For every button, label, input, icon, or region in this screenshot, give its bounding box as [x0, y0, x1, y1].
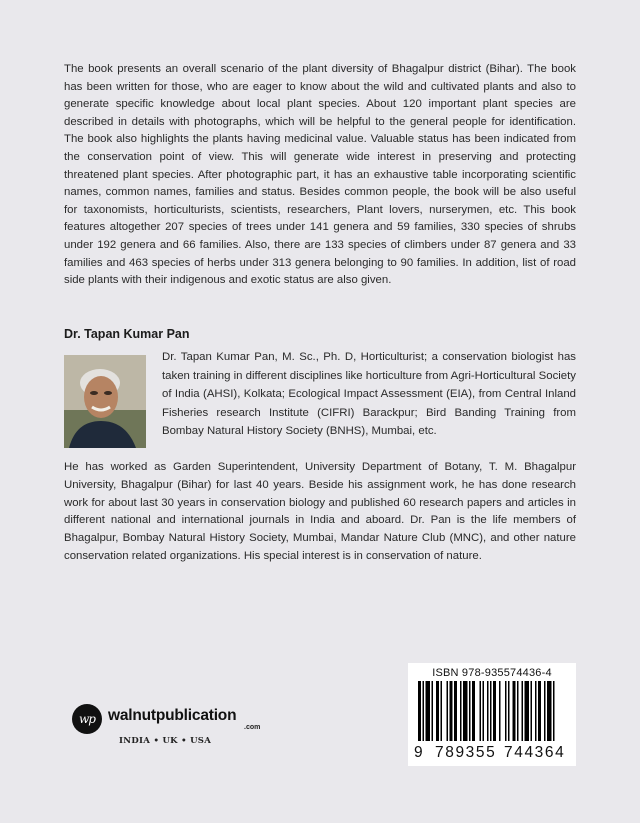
barcode-bar: [508, 681, 510, 741]
isbn-barcode: [408, 663, 576, 766]
barcode-bar: [553, 681, 555, 741]
barcode-bar: [472, 681, 475, 741]
author-photo: [64, 355, 146, 448]
publisher-domain: .com: [244, 724, 261, 731]
barcode-bar: [544, 681, 546, 741]
barcode-bar: [505, 681, 507, 741]
barcode-bar: [513, 681, 516, 741]
barcode-bar: [454, 681, 457, 741]
barcode-bar: [499, 681, 501, 741]
barcode-bar: [463, 681, 468, 741]
barcode-bars: [414, 681, 570, 745]
barcode-digit-group-2: 744364: [504, 744, 566, 761]
barcode-bar: [490, 681, 492, 741]
barcode-bar: [525, 681, 530, 741]
author-name: Dr. Tapan Kumar Pan: [64, 327, 190, 341]
barcode-bar: [423, 681, 425, 741]
author-bio: Dr. Tapan Kumar Pan, M. Sc., Ph. D, Horticulturist; a conservation biologist has taken training in different disciplines like horticulture from Agri-Horticultural Society of India (AHSI), Kolkata; Ecological Impact Assessment (EIA), from Central Inland Fisheries research Institute (CIFRI) Barackpur; Bird Banding Training from Bombay Natural History Society (BNHS), Mumbai, etc.: [162, 351, 576, 438]
barcode-bar: [469, 681, 471, 741]
publisher-countries: INDIA • UK • USA: [119, 736, 212, 746]
barcode-bar: [447, 681, 449, 741]
barcode-digit-lead: 9: [414, 744, 425, 761]
barcode-digit-group-1: 789355: [435, 744, 497, 761]
barcode-bar: [436, 681, 439, 741]
barcode-bar: [531, 681, 533, 741]
barcode-bar: [522, 681, 524, 741]
isbn-label: ISBN 978-935574436-4: [432, 667, 552, 679]
barcode-bar: [483, 681, 485, 741]
barcode-bar: [535, 681, 537, 741]
barcode-bar: [480, 681, 482, 741]
book-description: The book presents an overall scenario of the plant diversity of Bhagalpur district (Bihar). The book has been written for those, who are eager to know about the wild and cultivated plants and also to generate specific knowledge about local plant species. About 120 important plant species are described in details with photographs, which will be helpful to the general people for identification. The book also highlights the plants having medicinal value. Valuable status has been indicated from the conservation point of view. This will generate wide interest in preserving and protecting threatened plant species. After photographic part, it has an exhaustive table incorporating scientific names, common names, families and status. Besides common people, the book will be also useful for taxonomists, horticulturists, scientists, researchers, Plant lovers, nurserymen, etc. This book features altogether 207 species of trees under 141 genera and 59 families, 330 species of shrubs under 192 genera and 66 families. Also, there are 133 species of climbers under 87 genera and 33 families and 463 species of herbs under 313 genera belonging to 90 families. In addition, list of road side plants with their indigenous and exotic status are also given.: [64, 63, 576, 287]
publisher-block: [72, 700, 272, 760]
author-work: He has worked as Garden Superintendent, University Department of Botany, T. M. Bhagalpur University, Bhagalpur (Bihar) for last 40 years. Beside his assignment work, he has done research work for about last 30 years in conservation biology and published 60 research papers and articles in different national and international journals in India and aboard. Dr. Pan is the life members of Bhagalpur, Bombay Natural History Society, Mumbai, Mandar Nature Club (MNC), and other nature conservation related organizations. His special interest is in conservation of nature.: [64, 461, 576, 562]
barcode-bar: [432, 681, 434, 741]
barcode-bar: [493, 681, 496, 741]
barcode-bar: [460, 681, 462, 741]
barcode-bar: [450, 681, 453, 741]
barcode-bar: [441, 681, 443, 741]
barcode-bar: [538, 681, 541, 741]
author-portrait-image: [64, 355, 146, 448]
barcode-bar: [426, 681, 431, 741]
publisher-name: walnutpublication: [108, 707, 237, 724]
barcode-bar: [418, 681, 421, 741]
barcode-bar: [547, 681, 552, 741]
barcode-bar: [517, 681, 519, 741]
barcode-bar: [487, 681, 489, 741]
publisher-logo-icon: wp: [72, 704, 102, 734]
